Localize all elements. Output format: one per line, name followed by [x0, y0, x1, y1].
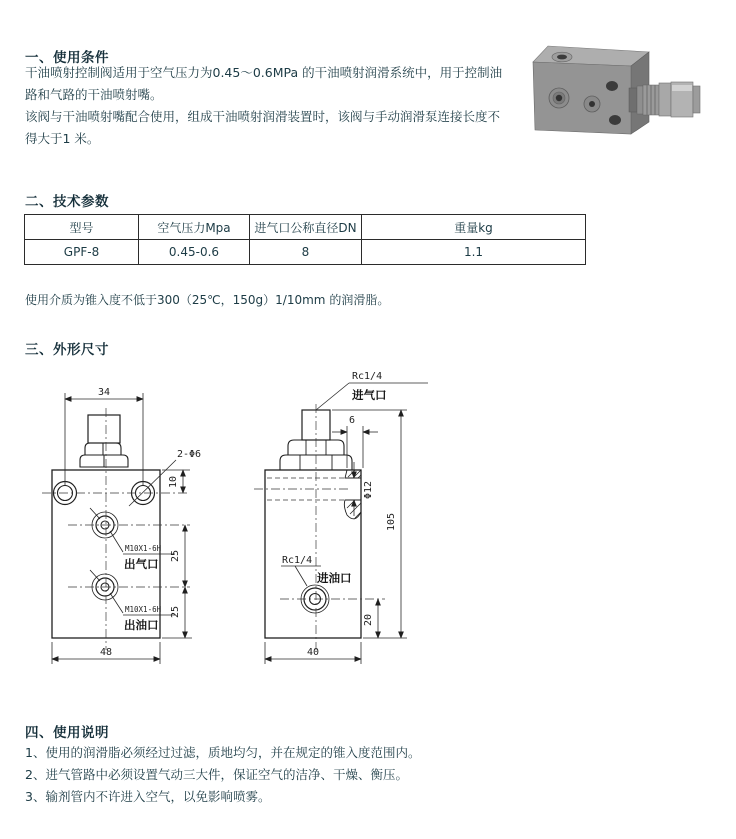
table-header-cell: 型号 — [25, 215, 139, 240]
list-item: 2、进气管路中必须设置气动三大件，保证空气的洁净、干燥、衡压。 — [25, 767, 408, 782]
table-header-cell: 重量kg — [362, 215, 586, 240]
valve-block-photo — [533, 46, 700, 134]
section1-paragraph — [25, 62, 502, 150]
section2-heading: 二、技术参数 — [25, 194, 109, 210]
paragraph-line: 该阀与干油喷射嘴配合使用，组成干油喷射润滑装置时，该阀与手动润滑泵连接长度不 — [25, 109, 501, 124]
air-outlet-port — [90, 508, 118, 538]
section1-heading: 一、使用条件 — [25, 50, 109, 66]
oil-outlet-port — [90, 570, 118, 600]
air-inlet-thread-label: Rc1/4 — [352, 371, 383, 382]
table-header-row — [25, 215, 586, 240]
dim-25a: 25 — [170, 549, 181, 563]
dim-40: 40 — [306, 647, 320, 658]
nozzle-fitting — [629, 82, 700, 117]
dim-34: 34 — [97, 387, 111, 398]
air-inlet-label: 进气口 — [352, 388, 387, 402]
section4-heading: 四、使用说明 — [25, 725, 109, 741]
dim-6: 6 — [348, 415, 356, 426]
table-cell: 1.1 — [362, 240, 586, 265]
dim-phi12: Φ12 — [363, 480, 374, 500]
dim-48: 48 — [99, 647, 113, 658]
oil-inlet-thread-label: Rc1/4 — [282, 555, 313, 566]
table-row — [25, 240, 586, 265]
paragraph-line: 干油喷射控制阀适用于空气压力为0.45～0.6MPa 的干油喷射润滑系统中，用于控制油 — [25, 65, 503, 80]
center-lines — [42, 408, 190, 650]
dim-105: 105 — [386, 512, 397, 532]
dim-10: 10 — [168, 475, 179, 489]
dim-25b: 25 — [170, 605, 181, 619]
paragraph-line: 路和气路的干油喷射嘴。 — [25, 87, 163, 102]
front-view-drawing — [42, 387, 201, 664]
table-cell: 8 — [250, 240, 362, 265]
bore-pocket-section — [344, 470, 361, 519]
parameters-table — [24, 214, 586, 265]
oil-outlet-thread-label: M10X1-6H — [125, 605, 162, 614]
list-item: 3、输剂管内不许进入空气，以免影响喷雾。 — [25, 789, 271, 804]
section3-heading: 三、外形尺寸 — [25, 342, 109, 358]
paragraph-line: 得大于1 米。 — [25, 131, 100, 146]
product-photo — [525, 40, 707, 140]
mounting-hole — [609, 115, 621, 125]
table-cell: GPF-8 — [25, 240, 139, 265]
media-note: 使用介质为锥入度不低于300（25℃，150g）1/10mm 的润滑脂。 — [25, 293, 390, 307]
dimension-drawings — [30, 362, 480, 707]
list-item: 1、使用的润滑脂必须经过过滤，质地均匀，并在规定的锥入度范围内。 — [25, 745, 421, 760]
front-dimensions — [52, 393, 192, 664]
mounting-hole — [606, 81, 618, 91]
side-view-drawing — [254, 371, 428, 664]
air-outlet-label: 出气口 — [124, 557, 159, 571]
table-header-cell: 空气压力Mpa — [139, 215, 250, 240]
air-outlet-thread-label: M10X1-6H — [125, 544, 162, 553]
side-dimensions — [265, 383, 428, 664]
table-header-cell: 进气口公称直径DN — [250, 215, 362, 240]
holes-callout: 2-Φ6 — [177, 449, 202, 460]
side-center-lines — [254, 404, 385, 650]
oil-inlet-label: 进油口 — [317, 571, 352, 585]
table-cell: 0.45-0.6 — [139, 240, 250, 265]
usage-instructions-list — [25, 742, 420, 808]
dim-20: 20 — [363, 613, 374, 627]
oil-outlet-label: 出油口 — [124, 618, 159, 632]
